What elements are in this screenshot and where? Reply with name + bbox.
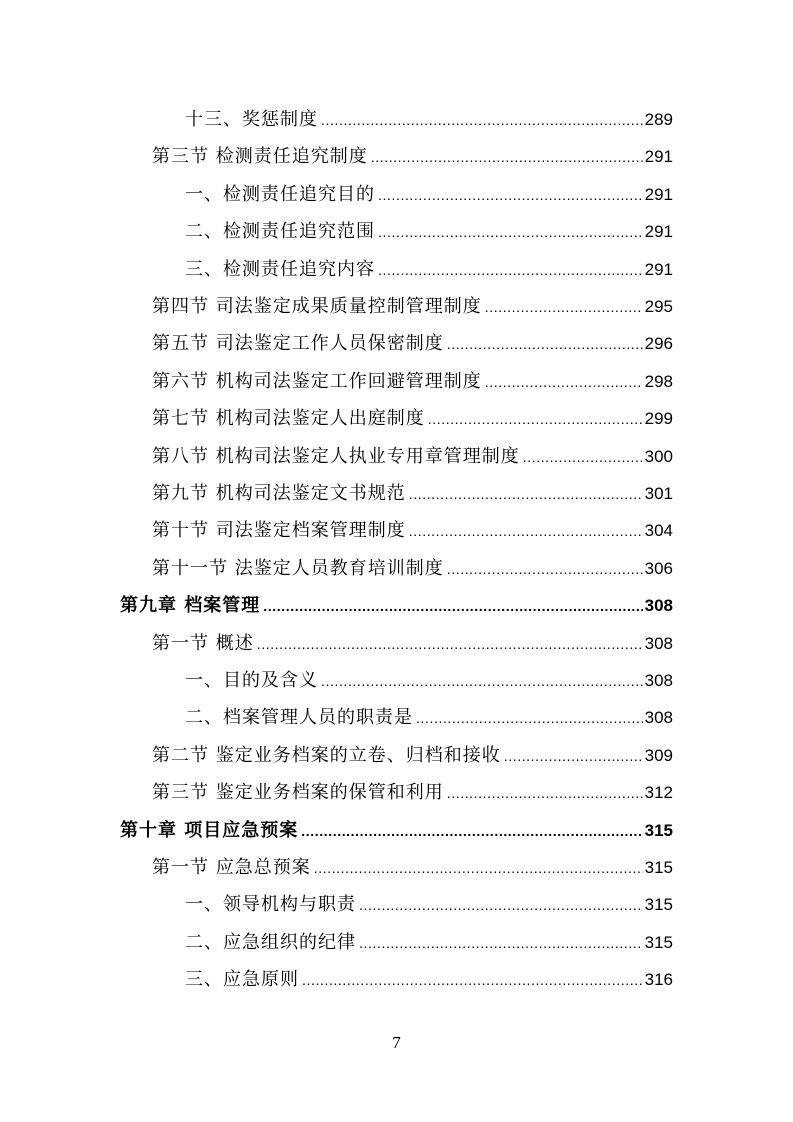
toc-entry[interactable] — [185, 176, 673, 213]
toc-entry-label: 一、领导机构与职责 — [185, 894, 356, 916]
toc-entry[interactable] — [152, 138, 673, 175]
toc-dot-leader — [257, 626, 643, 663]
toc-entry-label: 第三节 鉴定业务档案的保管和利用 — [152, 782, 444, 804]
toc-entry-label: 二、档案管理人员的职责是 — [185, 707, 413, 729]
toc-entry-page: 291 — [644, 222, 673, 242]
toc-dot-leader — [447, 775, 643, 812]
toc-entry-label: 二、检测责任追究范围 — [185, 221, 375, 243]
toc-entry-page: 291 — [644, 259, 673, 279]
toc-entry-label: 第三节 检测责任追究制度 — [152, 146, 368, 168]
toc-dot-leader — [409, 513, 643, 550]
toc-entry-page: 300 — [644, 446, 673, 466]
toc-entry-label: 第二节 鉴定业务档案的立卷、归档和接收 — [152, 744, 501, 766]
toc-entry[interactable] — [152, 288, 673, 325]
toc-entry[interactable] — [185, 924, 673, 961]
toc-entry-label: 第一节 应急总预案 — [152, 857, 311, 878]
toc-entry[interactable] — [185, 699, 673, 736]
toc-dot-leader — [378, 252, 643, 289]
toc-dot-leader — [321, 102, 643, 139]
toc-dot-leader — [504, 738, 643, 775]
toc-entry-page: 312 — [644, 783, 673, 803]
toc-dot-leader — [409, 476, 643, 513]
toc-entry-label: 第五节 司法鉴定工作人员保密制度 — [152, 333, 444, 355]
toc-entry[interactable] — [152, 475, 673, 512]
toc-entry-page: 296 — [644, 334, 673, 354]
toc-entry-page: 301 — [644, 484, 673, 503]
toc-dot-leader — [485, 364, 643, 401]
toc-entry-label: 第七节 机构司法鉴定人出庭制度 — [152, 408, 425, 430]
toc-entry-label: 第十节 司法鉴定档案管理制度 — [152, 520, 406, 542]
toc-dot-leader — [378, 177, 643, 214]
toc-entry[interactable] — [152, 512, 673, 549]
toc-dot-leader — [359, 887, 643, 924]
toc-dot-leader — [447, 326, 643, 363]
toc-dot-leader — [371, 139, 643, 176]
toc-entry-page: 316 — [644, 970, 673, 990]
toc-entry[interactable] — [185, 662, 673, 699]
toc-entry[interactable] — [152, 550, 673, 587]
toc-entry[interactable] — [185, 251, 673, 288]
toc-entry[interactable] — [152, 363, 673, 400]
toc-chapter-entry[interactable] — [120, 812, 673, 849]
toc-entry-label: 三、应急原则 — [185, 969, 299, 991]
toc-entry[interactable] — [152, 625, 673, 662]
toc-dot-leader — [523, 439, 643, 476]
toc-entry-label: 十三、奖惩制度 — [185, 109, 318, 130]
toc-entry-page: 299 — [644, 409, 673, 429]
toc-entry[interactable] — [185, 213, 673, 250]
toc-chapter-entry[interactable] — [120, 587, 673, 624]
toc-entry[interactable] — [152, 737, 673, 774]
toc-entry[interactable] — [152, 400, 673, 437]
toc-dot-leader — [301, 813, 642, 850]
page-number: 7 — [392, 1033, 401, 1052]
toc-entry-label: 一、目的及含义 — [185, 670, 318, 691]
toc-entry[interactable] — [152, 774, 673, 811]
toc-entry-label: 第四节 司法鉴定成果质量控制管理制度 — [152, 296, 482, 317]
toc-entry-label: 三、检测责任追究内容 — [185, 258, 375, 280]
toc-entry-page: 315 — [644, 932, 673, 952]
toc-entry-page: 306 — [644, 558, 673, 578]
toc-entry[interactable] — [152, 438, 673, 475]
toc-entry[interactable] — [185, 961, 673, 998]
toc-entry-page: 309 — [644, 745, 673, 765]
toc-dot-leader — [314, 850, 643, 887]
toc-entry-page: 289 — [644, 110, 673, 129]
toc-dot-leader — [485, 289, 643, 326]
toc-entry-page: 304 — [644, 521, 673, 541]
toc-entry-label: 一、检测责任追究目的 — [185, 183, 375, 205]
toc-entry[interactable] — [185, 886, 673, 923]
toc-entry-page: 295 — [644, 297, 673, 316]
toc-dot-leader — [416, 700, 643, 737]
toc-entry-page: 308 — [644, 708, 673, 728]
toc-dot-leader — [447, 551, 643, 588]
toc-entry-label: 第六节 机构司法鉴定工作回避管理制度 — [152, 370, 482, 392]
toc-entry-label: 第九节 机构司法鉴定文书规范 — [152, 483, 406, 504]
toc-entry-page: 308 — [644, 671, 673, 690]
toc-dot-leader — [321, 663, 643, 700]
toc-entry[interactable] — [152, 325, 673, 362]
toc-dot-leader — [378, 214, 643, 251]
toc-entry-label: 二、应急组织的纪律 — [185, 931, 356, 953]
toc-entry-page: 298 — [644, 371, 673, 391]
toc-entry[interactable] — [152, 849, 673, 886]
toc-entry-label: 第十一节 法鉴定人员教育培训制度 — [152, 557, 444, 579]
toc-entry-label: 第九章 档案管理 — [120, 595, 261, 617]
toc-entry-page: 291 — [644, 184, 673, 204]
toc-dot-leader — [263, 588, 642, 625]
toc-entry-page: 308 — [644, 633, 673, 653]
toc-dot-leader — [428, 401, 643, 438]
toc-entry-page: 315 — [644, 858, 673, 877]
toc-entry-page: 315 — [644, 895, 673, 915]
toc-entry-page: 291 — [644, 147, 673, 167]
toc-entry-page: 315 — [644, 820, 673, 840]
toc-entry-label: 第一节 概述 — [152, 632, 254, 654]
toc-entry-label: 第八节 机构司法鉴定人执业专用章管理制度 — [152, 445, 520, 467]
toc-dot-leader — [359, 925, 643, 962]
toc-entry[interactable] — [185, 101, 673, 138]
toc-dot-leader — [302, 962, 643, 999]
toc-entry-page: 308 — [644, 596, 673, 616]
toc-entry-label: 第十章 项目应急预案 — [120, 819, 299, 841]
